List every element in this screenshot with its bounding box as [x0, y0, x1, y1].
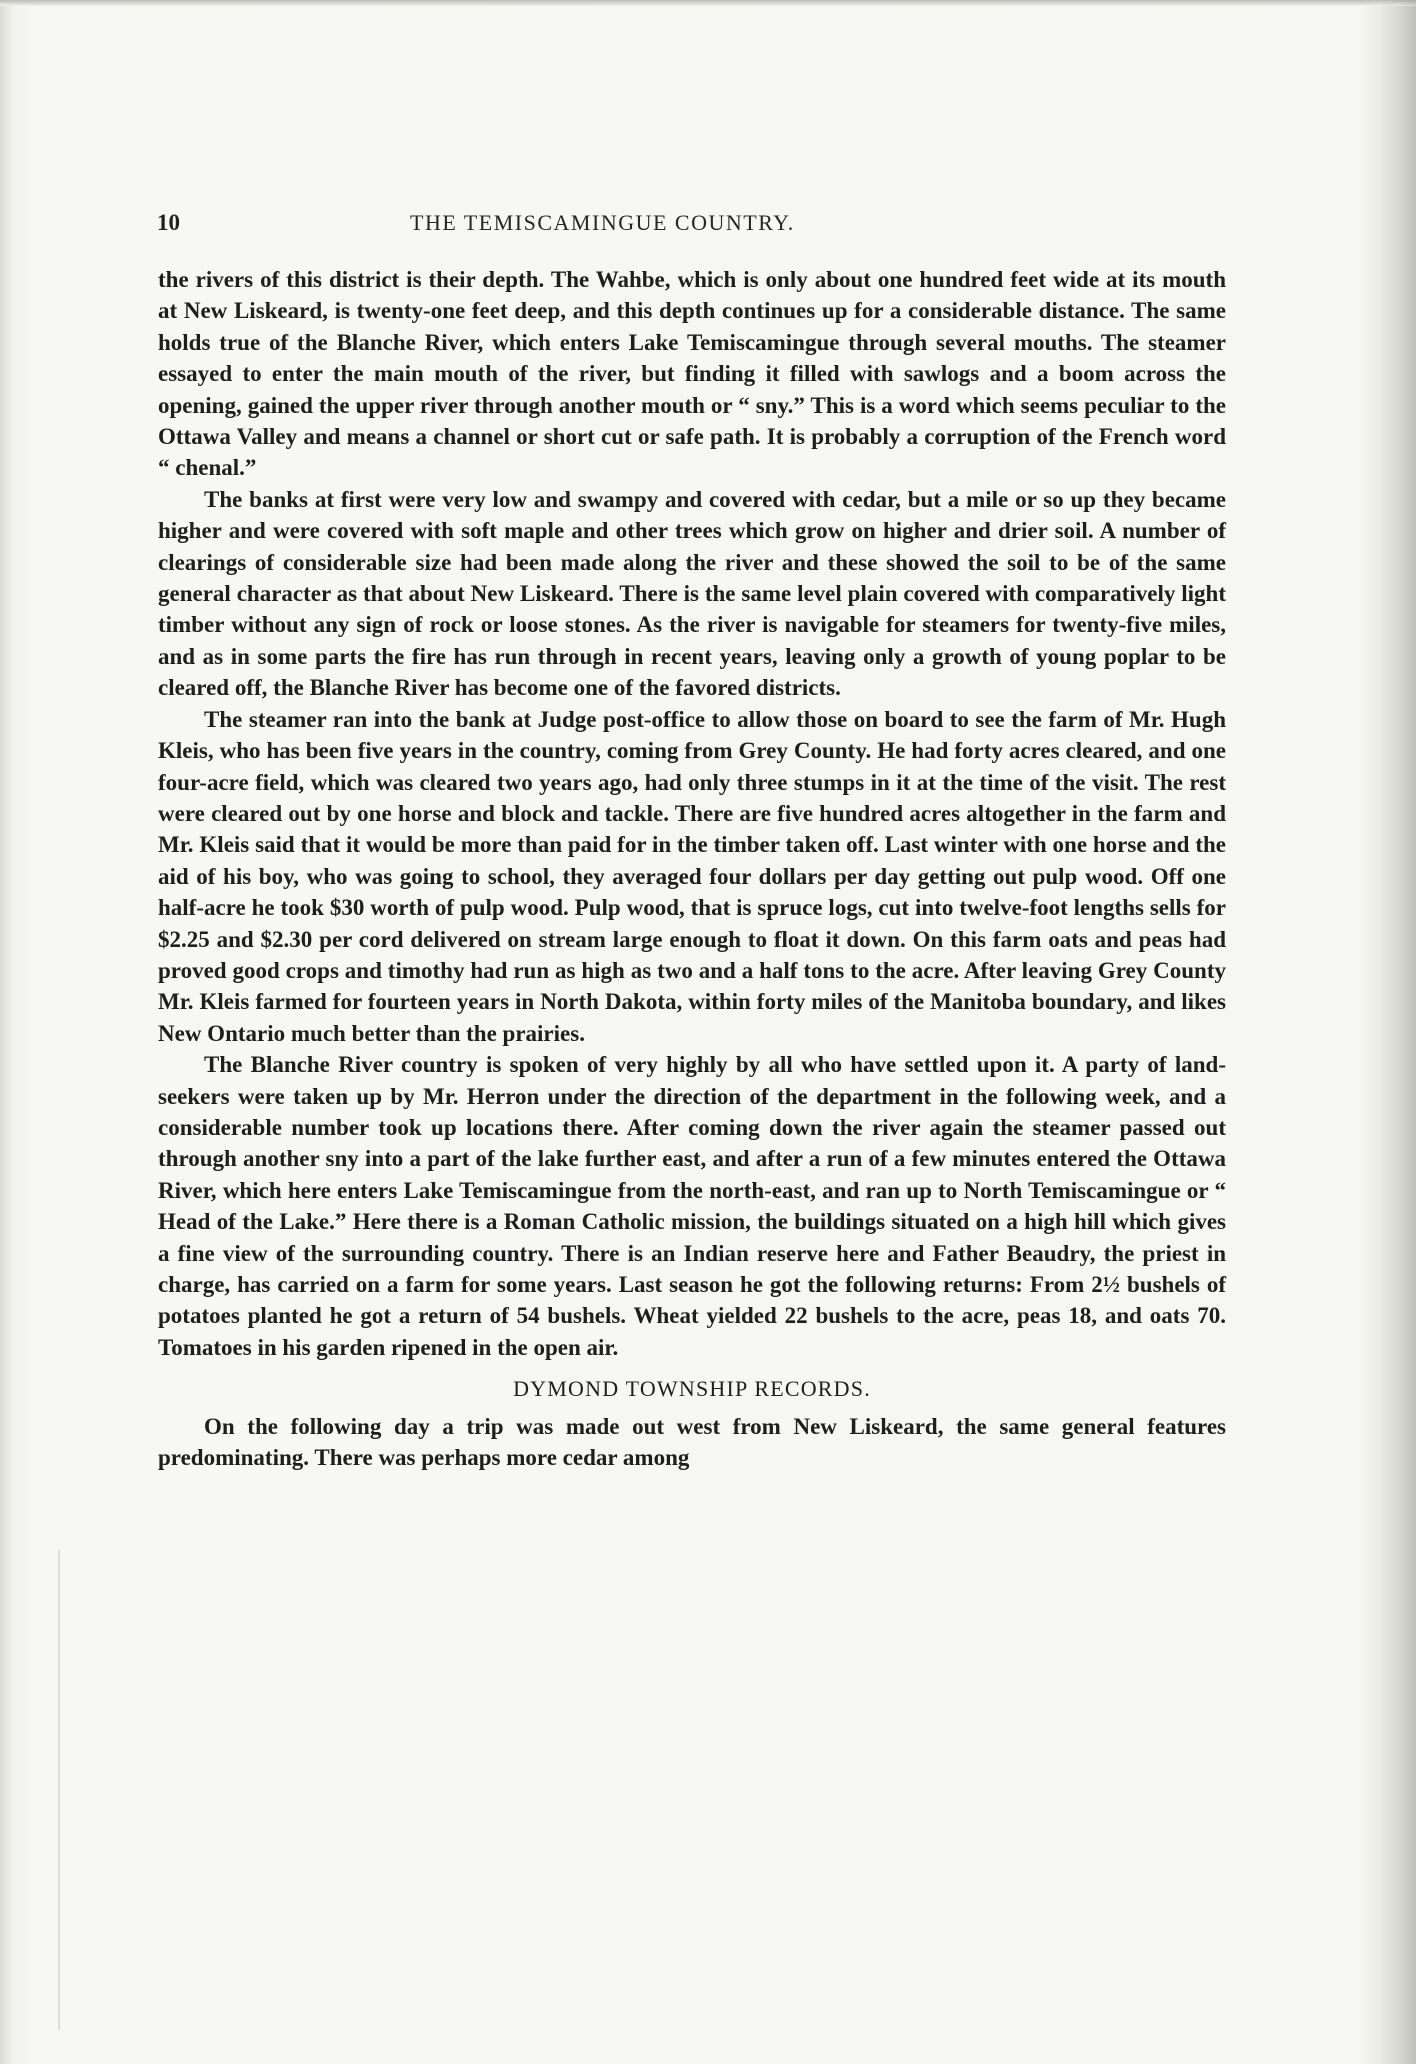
- page-gutter-shadow: [1380, 0, 1416, 2064]
- body-text: [158, 264, 1226, 1473]
- page-number: 10: [157, 210, 180, 235]
- section-paragraph: On the following day a trip was made out west from New Liskeard, the same general features predominating. There was perhaps more cedar among: [158, 1413, 1226, 1471]
- section-heading: DYMOND TOWNSHIP RECORDS.: [513, 1376, 871, 1402]
- paragraph-1: the rivers of this district is their depth. The Wahbe, which is only about one hundred feet wide at its mouth at New Liskeard, is twenty-one feet deep, and this depth continues up for a considerable distance. The same holds true of the Blanche River, which enters Lake Temiscamingue through several mouths. The steamer essayed to enter the main mouth of the river, but finding it filled with sawlogs and a boom across the opening, gained the upper river through another mouth or “ sny.” This is a word which seems peculiar to the Ottawa Valley and means a channel or short cut or safe path. It is probably a corruption of the French word “ chenal.”: [158, 267, 1226, 481]
- paragraph-2: The banks at first were very low and swampy and covered with cedar, but a mile or so up they became higher and were covered with soft maple and other trees which grow on higher and drier soil. A number of clearings of considerable size had been made along the river and these showed the soil to be of the same general character as that about New Liskeard. There is the same level plain covered with comparatively light timber without any sign of rock or loose stones. As the river is navigable for steamers for twenty-five miles, and as in some parts the fire has run through in recent years, leaving only a growth of young poplar to be cleared off, the Blanche River has become one of the favored districts.: [158, 486, 1226, 701]
- running-title: THE TEMISCAMINGUE COUNTRY.: [410, 210, 795, 235]
- paragraph-3: The steamer ran into the bank at Judge post-office to allow those on board to see the farm of Mr. Hugh Kleis, who has been five years in the country, coming from Grey County. He had forty acres cleared, and one four-acre field, which was cleared two years ago, had only three stumps in it at the time of the visit. The rest were cleared out by one horse and block and tackle. There are five hundred acres altogether in the farm and Mr. Kleis said that it would be more than paid for in the timber taken off. Last winter with one horse and the aid of his boy, who was going to school, they averaged four dollars per day getting out pulp wood. Off one half-acre he took $30 worth of pulp wood. Pulp wood, that is spruce logs, cut into twelve-foot lengths sells for $2.25 and $2.30 per cord delivered on stream large enough to float it down. On this farm oats and peas had proved good crops and timothy had run as high as two and a half tons to the acre. After leaving Grey County Mr. Kleis farmed for fourteen years in North Dakota, within forty miles of the Manitoba boundary, and likes New Ontario much better than the prairies.: [158, 706, 1226, 1046]
- page-edge-mark: [58, 1550, 60, 2030]
- page-top-edge: [0, 0, 1416, 6]
- paragraph-4: The Blanche River country is spoken of very highly by all who have settled upon it. A party of land-seekers were taken up by Mr. Herron under the direction of the department in the following week, and a considerable number took up locations there. After coming down the river again the steamer passed out through another sny into a part of the lake further east, and after a run of a few minutes entered the Ottawa River, which here enters Lake Temiscamingue from the north-east, and ran up to North Temiscamingue or “ Head of the Lake.” Here there is a Roman Catholic mission, the buildings situated on a high hill which gives a fine view of the surrounding country. There is an Indian reserve here and Father Beaudry, the priest in charge, has carried on a farm for some years. Last season he got the following returns: From 2½ bushels of potatoes planted he got a return of 54 bushels. Wheat yielded 22 bushels to the acre, peas 18, and oats 70. Tomatoes in his garden ripened in the open air.: [158, 1052, 1226, 1360]
